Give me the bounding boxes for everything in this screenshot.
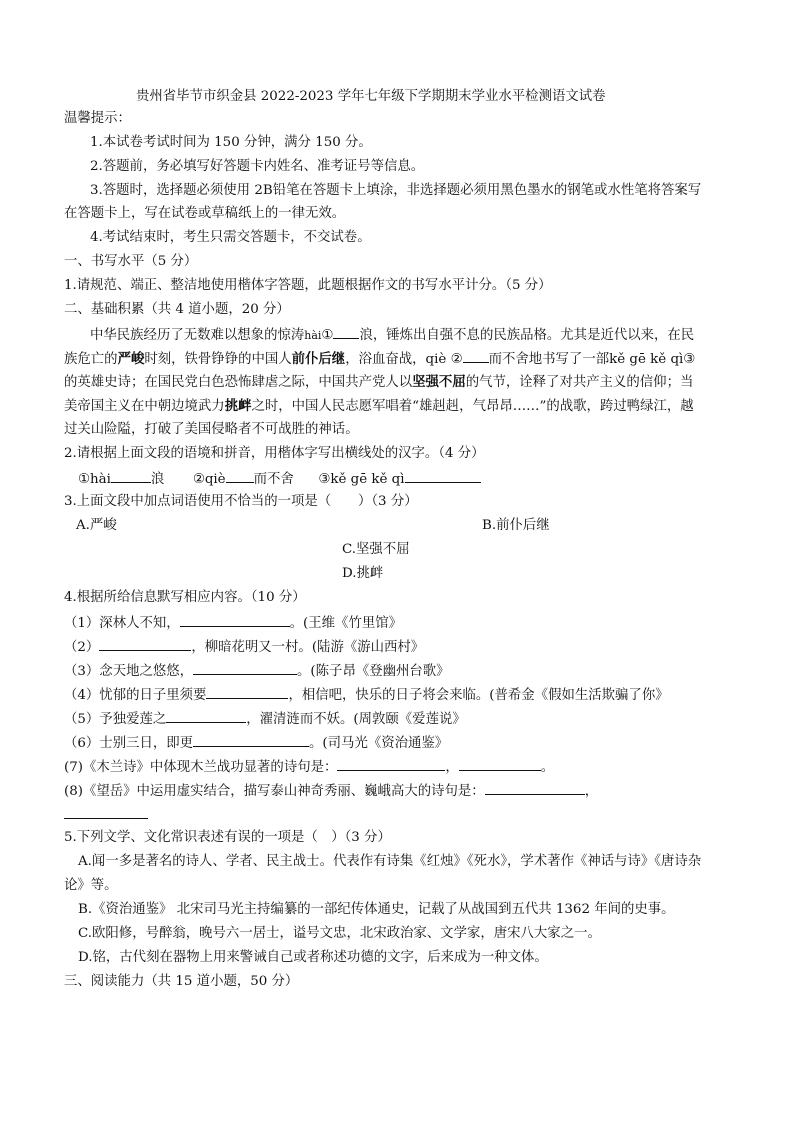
notice-item: 4.考试结束时，考生只需交答题卡，不交试卷。 (90, 230, 371, 245)
recite-item: (8)《望岳》中运用虚实结合，描写泰山神奇秀丽、巍峨高大的诗句是： ， (64, 781, 598, 801)
notice-item: 3.答题时，选择题必须使用 2B铅笔在答题卡上填涂，非选择题必须用黑色墨水的钢笔或水性笔将答案写 (90, 183, 702, 198)
recite-item: （3）念天地之悠悠， 。(陈子昂《登幽州台歌》 (64, 661, 450, 681)
question-1: 1.请规范、端正、整洁地使用楷体字答题，此题根据作文的书写水平计分。（5 分） (64, 278, 552, 293)
option-d: D.铭，古代刻在器物上用来警诫自己或者称述功德的文字，后来成为一种文体。 (78, 950, 548, 965)
recite-item: （1）深林人不知， 。(王维《竹里馆》 (64, 613, 402, 633)
answer-blank (193, 733, 309, 747)
passage-line: 族危亡的严峻时刻，铁骨铮铮的中国人前仆后继，浴血奋战，qiè ② 而不舍地书写了一部kě gē kě qì③ (64, 351, 696, 367)
recite-item (64, 805, 148, 825)
option-c: C.欧阳修，号醉翁，晚号六一居士，谥号文忠，北宋政治家、文学家，唐宋八大家之一。 (78, 926, 601, 941)
answer-blank (180, 613, 290, 627)
passage-line: 过关山险隘，打破了美国侵略者不可战胜的神话。 (64, 422, 359, 437)
recite-item: （5）予独爱莲之 ，濯清涟而不妖。(周敦颐《爱莲说》 (64, 709, 466, 729)
dotted-word: 坚强不屈 (412, 374, 466, 390)
answer-blank (459, 757, 541, 771)
page-title: 贵州省毕节市织金县 2022-2023 学年七年级下学期期末学业水平检测语文试卷 (136, 89, 606, 104)
question-3: 3.上面文段中加点词语使用不恰当的一项是（ ）（3 分） (64, 494, 418, 509)
question-2-blanks: ①hài 浪 ②qiè 而不舍 ③kě gē kě qì (78, 469, 481, 489)
dotted-word: 前仆后继 (291, 351, 346, 367)
answer-blank (485, 781, 585, 795)
recite-item: （4）忧郁的日子里须要 ，相信吧，快乐的日子将会来临。(普希金《假如生活欺骗了你》 (64, 685, 669, 705)
answer-blank (206, 685, 288, 699)
recite-item: (7)《木兰诗》中体现木兰战功显著的诗句是： ， 。 (64, 757, 554, 777)
option-a: A.闻一多是著名的诗人、学者、民主战士。代表作有诗集《红烛》《死水》，学术著作《神话与诗》《唐诗杂 (78, 854, 702, 869)
question-4: 4.根据所给信息默写相应内容。（10 分） (64, 590, 306, 605)
dotted-word: 严峻 (117, 351, 145, 367)
section-heading: 三、阅读能力（共 15 道小题，50 分） (64, 974, 299, 989)
notice-item: 在答题卡上，写在试卷或草稿纸上的一律无效。 (64, 206, 346, 221)
answer-blank (405, 469, 481, 483)
answer-blank (193, 661, 297, 675)
answer-blank (64, 805, 148, 819)
notice-item: 1.本试卷考试时间为 150 分钟，满分 150 分。 (90, 135, 372, 150)
option-b: B.《资治通鉴》 北宋司马光主持编纂的一部纪传体通史，记载了从战国到五代共 1362 年间的史事。 (78, 902, 675, 917)
question-2: 2.请根据上面文段的语境和拼音，用楷体字写出横线处的汉字。（4 分） (64, 446, 485, 461)
notice-heading: 温馨提示： (64, 111, 131, 126)
section-heading: 一、书写水平（5 分） (64, 254, 198, 269)
recite-item: （6）士别三日，即更 。(司马光《资治通鉴》 (64, 733, 448, 753)
answer-blank (333, 325, 359, 339)
passage-line: 中华民族经历了无数难以想象的惊涛hài① 浪，锤炼出自强不息的民族品格。尤其是近代以来，在民 (90, 325, 694, 345)
answer-blank (166, 709, 246, 723)
answer-blank (226, 469, 254, 483)
answer-blank (99, 637, 191, 651)
answer-blank (111, 469, 151, 483)
question-5: 5.下列文学、文化常识表述有误的一项是（ ）（3 分） (64, 830, 391, 845)
answer-blank (337, 757, 445, 771)
notice-item: 2.答题前，务必填写好答题卡内姓名、准考证号等信息。 (90, 159, 425, 174)
passage-line: 的英雄史诗；在国民党白色恐怖肆虐之际，中国共产党人以坚强不屈的气节，诠释了对共产主义的信仰；当 (64, 374, 694, 390)
option-a-cont: 论》等。 (64, 878, 118, 893)
section-heading: 二、基础积累（共 4 道小题，20 分） (64, 302, 290, 317)
option-a: A.严峻 (76, 518, 117, 533)
option-c: C.坚强不屈 (342, 542, 410, 557)
recite-item: （2） ，柳暗花明又一村。(陆游《游山西村》 (64, 637, 424, 657)
option-b: B.前仆后继 (482, 518, 550, 533)
dotted-word: 挑衅 (224, 398, 252, 414)
passage-line: 美帝国主义在中朝边境武力挑衅之时，中国人民志愿军唱着“雄赳赳，气昂昂……”的战歌，跨过鸭绿江，越 (64, 398, 694, 414)
option-d: D.挑衅 (342, 566, 384, 581)
answer-blank (463, 349, 489, 363)
